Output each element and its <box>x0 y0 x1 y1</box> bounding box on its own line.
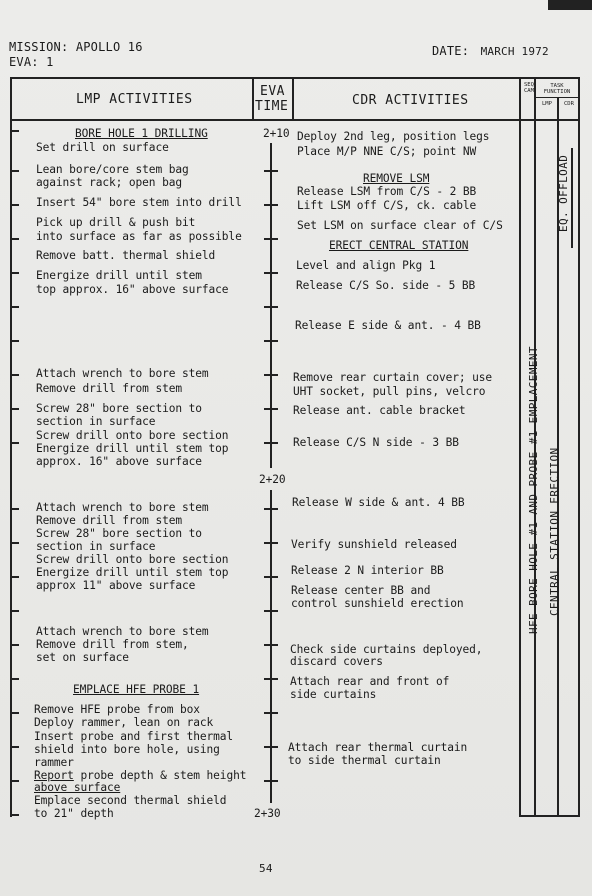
lmp-step: Remove drill from stem <box>36 514 182 527</box>
lmp-step: Attach wrench to bore stem <box>36 501 209 514</box>
cdr-step: Attach rear and front of <box>290 675 450 688</box>
lmp-step: Remove batt. thermal shield <box>36 249 216 262</box>
task-function-heading: TASK FUNCTION <box>543 83 571 95</box>
lmp-step: Insert 54" bore stem into drill <box>36 196 242 209</box>
lmp-step: above surface <box>34 781 121 794</box>
lmp-step: Remove drill from stem <box>36 382 182 395</box>
lmp-small-heading: LMP <box>542 101 552 107</box>
lmp-step: Emplace second thermal shield <box>34 794 227 807</box>
lmp-step: approx. 16" above surface <box>36 455 202 468</box>
row-dash <box>10 780 19 782</box>
lmp-step: Attach wrench to bore stem <box>36 367 209 380</box>
table-right-border <box>578 77 580 817</box>
cdr-step: Set LSM on surface clear of C/S <box>297 219 503 232</box>
lmp-step: approx 11" above surface <box>36 579 196 592</box>
cdr-step: Attach rear thermal curtain <box>288 741 468 754</box>
cdr-step: Check side curtains deployed, <box>290 643 483 656</box>
lmp-step: to 21" depth <box>34 807 114 820</box>
cdr-step: Release W side & ant. 4 BB <box>292 496 465 509</box>
report-rest: probe depth & stem height <box>73 769 247 782</box>
lmp-step: Energize drill until stem top <box>36 442 229 455</box>
lmp-step: against rack; open bag <box>36 176 182 189</box>
scan-edge <box>548 0 592 10</box>
row-dash <box>10 306 19 308</box>
cdr-step: UHT socket, pull pins, velcro <box>293 385 486 398</box>
eva-heading: EVA <box>260 84 285 99</box>
row-dash <box>10 746 19 748</box>
time-tick <box>264 442 278 444</box>
col-divider-cdr-right <box>519 77 521 817</box>
time-tick <box>264 746 278 748</box>
lmp-step: Screw drill onto bore section <box>36 429 229 442</box>
time-tick <box>264 678 278 680</box>
time-tick <box>264 272 278 274</box>
page-number: 54 <box>259 862 273 875</box>
cdr-step: Release 2 N interior BB <box>291 564 444 577</box>
row-dash <box>10 408 19 410</box>
lmp-step: Lean bore/core stem bag <box>36 163 189 176</box>
row-dash <box>10 644 19 646</box>
cdr-activities-heading: CDR ACTIVITIES <box>352 93 469 108</box>
task-function-divider <box>534 97 579 98</box>
cdr-small-heading: CDR <box>564 101 574 107</box>
cdr-step: side curtains <box>290 688 377 701</box>
row-dash <box>10 814 19 816</box>
seq-cam-heading: SEQ CAM <box>524 82 534 94</box>
row-dash <box>10 678 19 680</box>
lmp-step: Set drill on surface <box>36 141 169 154</box>
lmp-step: Remove HFE probe from box <box>34 703 200 716</box>
lmp-step: shield into bore hole, using <box>34 743 220 756</box>
cdr-step: to side thermal curtain <box>288 754 441 767</box>
table-left-border <box>10 77 12 817</box>
bore-hole-heading: BORE HOLE 1 DRILLING <box>75 127 208 140</box>
time-tick <box>264 374 278 376</box>
cdr-step: Remove rear curtain cover; use <box>293 371 493 384</box>
hfe-emplacement-label: HFE BORE HOLE #1 AND PROBE #1 EMPLACEMENT <box>527 346 540 634</box>
time-tick <box>264 712 278 714</box>
time-tick <box>264 508 278 510</box>
row-dash <box>10 576 19 578</box>
cdr-step: Release C/S So. side - 5 BB <box>296 279 476 292</box>
row-dash <box>10 170 19 172</box>
time-tick <box>264 644 278 646</box>
date-value: MARCH 1972 <box>480 45 549 58</box>
time-tick <box>264 542 278 544</box>
lmp-step: Energize drill until stem top <box>36 566 229 579</box>
row-dash <box>10 204 19 206</box>
lmp-step: into surface as far as possible <box>36 230 242 243</box>
cdr-step: Place M/P NNE C/S; point NW <box>297 145 477 158</box>
eq-offload-label: EQ. OFFLOAD <box>557 154 570 232</box>
cdr-step: Level and align Pkg 1 <box>296 259 436 272</box>
row-dash <box>10 542 19 544</box>
row-dash <box>10 442 19 444</box>
eva-label: EVA: 1 <box>9 55 54 69</box>
lmp-step: Screw drill onto bore section <box>36 553 229 566</box>
table-bottom-border <box>519 815 580 817</box>
table-top-border <box>10 77 580 79</box>
time-tick <box>264 408 278 410</box>
time-tick <box>264 306 278 308</box>
time-tick <box>264 204 278 206</box>
time-tick <box>264 170 278 172</box>
cdr-step: Release center BB and <box>291 584 431 597</box>
report-word: Report <box>34 769 74 782</box>
time-heading: TIME <box>255 99 289 114</box>
remove-lsm-heading: REMOVE LSM <box>363 172 430 185</box>
time-tick <box>264 340 278 342</box>
time-2-30: 2+30 <box>254 807 281 820</box>
erect-central-station-heading: ERECT CENTRAL STATION <box>329 239 469 252</box>
time-tick <box>264 610 278 612</box>
emplace-probe-heading: EMPLACE HFE PROBE 1 <box>73 683 200 696</box>
lmp-step: Insert probe and first thermal <box>34 730 234 743</box>
col-divider-eva-right <box>292 77 294 121</box>
lmp-step: top approx. 16" above surface <box>36 283 229 296</box>
lmp-step: rammer <box>34 756 74 769</box>
lmp-step: Screw 28" bore section to <box>36 527 202 540</box>
cdr-step: Lift LSM off C/S, ck. cable <box>297 199 477 212</box>
date-caption: DATE: <box>432 44 470 58</box>
cdr-step: control sunshield erection <box>291 597 464 610</box>
lmp-step: Deploy rammer, lean on rack <box>34 716 214 729</box>
lmp-step: Pick up drill & push bit <box>36 216 196 229</box>
row-dash <box>10 272 19 274</box>
row-dash <box>10 130 19 132</box>
row-dash <box>10 712 19 714</box>
lmp-step: set on surface <box>36 651 129 664</box>
lmp-step: Remove drill from stem, <box>36 638 189 651</box>
time-tick <box>264 780 278 782</box>
cdr-step: Deploy 2nd leg, position legs <box>297 130 490 143</box>
row-dash <box>10 610 19 612</box>
row-dash <box>10 508 19 510</box>
cdr-step: Release C/S N side - 3 BB <box>293 436 459 449</box>
header-bottom-border <box>10 119 580 121</box>
offload-bracket <box>571 148 573 248</box>
cdr-step: discard covers <box>290 655 383 668</box>
timeline-axis-lower <box>270 490 272 803</box>
row-dash <box>10 374 19 376</box>
cdr-step: Release LSM from C/S - 2 BB <box>297 185 477 198</box>
cdr-step: Release E side & ant. - 4 BB <box>295 319 481 332</box>
lmp-step: Screw 28" bore section to <box>36 402 202 415</box>
lmp-activities-heading: LMP ACTIVITIES <box>76 92 193 107</box>
col-divider-eva-left <box>252 77 254 121</box>
time-2-10: 2+10 <box>263 127 290 140</box>
time-2-20: 2+20 <box>259 473 286 486</box>
central-station-erection-label: CENTRAL STATION ERECTION <box>548 447 561 616</box>
date-label <box>432 44 549 58</box>
lmp-step: section in surface <box>36 540 156 553</box>
row-dash <box>10 238 19 240</box>
cdr-step: Verify sunshield released <box>291 538 457 551</box>
lmp-step: Attach wrench to bore stem <box>36 625 209 638</box>
cdr-step: Release ant. cable bracket <box>293 404 466 417</box>
lmp-step: Energize drill until stem <box>36 269 202 282</box>
time-tick <box>264 238 278 240</box>
lmp-step: section in surface <box>36 415 156 428</box>
mission-label: MISSION: APOLLO 16 <box>9 40 143 54</box>
row-dash <box>10 340 19 342</box>
time-tick <box>264 576 278 578</box>
